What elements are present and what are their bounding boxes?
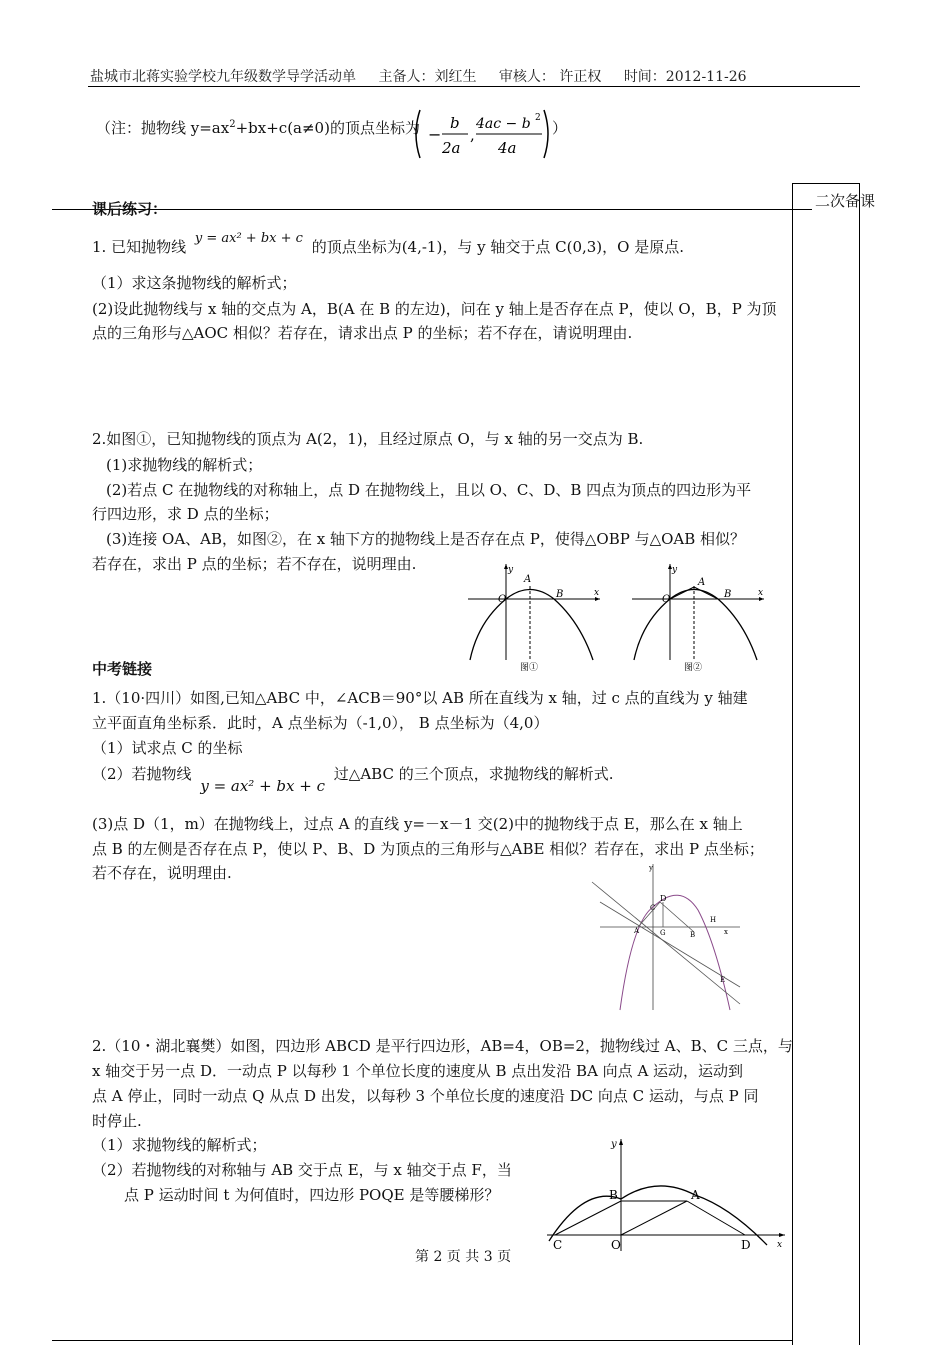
s2-q2-c: 点 A 停止，同时一动点 Q 从点 D 出发，以每秒 3 个单位长度的速度沿 DC 向点 C 运动，与点 P 同 <box>92 1087 759 1105</box>
svg-text:y: y <box>672 565 678 575</box>
page-footer: 第 2 页 共 3 页 <box>415 1249 512 1265</box>
s1-q1-p1: （1）求这条抛物线的解析式； <box>92 274 297 292</box>
page-header <box>90 66 765 86</box>
svg-text:C: C <box>553 1238 563 1252</box>
header-reviewer: 审核人： 许正权 <box>498 69 602 85</box>
s2-q1-formula: y = ax² + bx + c <box>200 777 325 795</box>
svg-text:B: B <box>690 931 696 939</box>
figure-4 <box>545 1135 790 1255</box>
s2-q2-p1: （1）求抛物线的解析式； <box>92 1136 267 1154</box>
section2-title: 中考链接 <box>92 660 153 678</box>
svg-text:y: y <box>508 565 514 575</box>
section1-title: 课后练习： <box>92 200 168 218</box>
frac2-den: 4a <box>498 139 517 157</box>
s1-q2-p2a: (2)若点 C 在抛物线的对称轴上，点 D 在抛物线上，且以 O、C、D、B 四点为顶点的四边形为平 <box>106 481 752 499</box>
svg-text:A: A <box>691 1188 700 1202</box>
svg-text:x: x <box>594 588 600 598</box>
svg-text:O: O <box>662 594 671 605</box>
s1-q2-line1: 2.如图①，已知抛物线的顶点为 A(2，1)，且经过原点 O，与 x 轴的另一交点为 B. <box>92 430 644 448</box>
svg-text:,: , <box>470 126 475 144</box>
s2-q2-a: 2.（10・湖北襄樊）如图，四边形 ABCD 是平行四边形，AB=4，OB=2，抛物线过 A、B、C 三点，与 <box>92 1037 793 1055</box>
s2-q1-p3b: 点 B 的左侧是否存在点 P，使以 P、B、D 为顶点的三角形与△ABE 相似？若存在，求出 P 点坐标； <box>92 840 764 858</box>
header-author: 主备人：刘红生 <box>378 69 477 85</box>
svg-text:y: y <box>649 864 653 872</box>
svg-text:2: 2 <box>535 113 541 123</box>
svg-text:C: C <box>650 904 656 912</box>
s2-q2-p2a: （2）若抛物线的对称轴与 AB 交于点 E，与 x 轴交于点 F，当 <box>92 1161 512 1179</box>
frac1-den: 2a <box>442 139 461 157</box>
svg-text:O: O <box>611 1238 621 1252</box>
s2-q1-b: 立平面直角坐标系．此时，A 点坐标为（-1,0）， B 点坐标为（4,0） <box>92 714 549 732</box>
s2-q2-p2b: 点 P 运动时间 t 为何值时，四边形 POQE 是等腰梯形？ <box>124 1186 500 1204</box>
s2-q1-a: 1.（10·四川）如图,已知△ABC 中，∠ACB＝90°以 AB 所在直线为 x 轴，过 c 点的直线为 y 轴建 <box>92 689 748 707</box>
vertex-note <box>96 117 420 138</box>
header-rule <box>88 86 860 87</box>
figure-3 <box>590 862 760 1012</box>
vertex-formula <box>410 106 555 162</box>
svg-text:A: A <box>524 574 532 585</box>
fig1-label: 图① <box>520 663 539 673</box>
s2-q2-b: x 轴交于另一点 D．一动点 P 以每秒 1 个单位长度的速度从 B 点出发沿 BA 向点 A 运动，运动到 <box>92 1062 744 1080</box>
note-mid: +bx+c(a≠0)的顶点坐标为 <box>235 119 420 137</box>
s1-q1-line1: 1. 已知抛物线 y = ax² + bx + c 的顶点坐标为(4,-1)，与 y 轴交于点 C(0,3)，O 是原点. <box>92 236 760 260</box>
frac2-num: 4ac − b <box>476 116 531 132</box>
s1-q1-p2b: 点的三角形与△AOC 相似？若存在，请求出点 P 的坐标；若不存在，请说明理由. <box>92 324 633 342</box>
s2-q1-p1: （1）试求点 C 的坐标 <box>92 739 243 757</box>
svg-text:H: H <box>710 916 717 924</box>
svg-text:y: y <box>611 1139 617 1150</box>
s2-q1-p3c: 若不存在，说明理由. <box>92 864 232 882</box>
header-date: 时间：2012-11-26 <box>623 69 747 85</box>
note-sup: 2 <box>229 119 236 130</box>
note-prefix: （注：抛物线 y=ax <box>96 119 230 137</box>
svg-text:x: x <box>724 928 728 936</box>
side-title: 二次备课 <box>815 192 876 210</box>
svg-text:D: D <box>660 894 667 903</box>
s1-q2-p2b: 行四边形，求 D 点的坐标； <box>92 505 279 523</box>
svg-text:B: B <box>556 589 564 600</box>
s2-q1-p2: （2）若抛物线 y = ax² + bx + c 过△ABC 的三个顶点，求抛物线的解析式. <box>92 765 614 795</box>
s1-q1-p2a: (2)设此抛物线与 x 轴的交点为 A，B(A 在 B 的左边)，问在 y 轴上是否存在点 P，使以 O，B，P 为顶 <box>92 300 777 318</box>
svg-text:−: − <box>428 125 442 144</box>
svg-text:A: A <box>634 927 640 935</box>
side-column <box>792 183 860 1345</box>
svg-text:B: B <box>724 589 732 600</box>
fig2-label: 图② <box>684 663 703 673</box>
svg-text:B: B <box>609 1188 618 1202</box>
svg-text:G: G <box>660 929 666 937</box>
s1-q1-formula: y = ax² + bx + c <box>194 231 303 246</box>
svg-text:E: E <box>720 976 726 984</box>
s1-q2-p3a: (3)连接 OA、AB，如图②，在 x 轴下方的抛物线上是否存在点 P，使得△OBP 与△OAB 相似？ <box>106 530 746 548</box>
svg-text:x: x <box>758 588 764 598</box>
s1-q2-p1: (1)求抛物线的解析式； <box>106 456 263 474</box>
bottom-rule <box>52 1340 792 1341</box>
s1-q2-p3b: 若存在，求出 P 点的坐标；若不存在，说明理由. <box>92 555 417 573</box>
frac1-num: b <box>450 114 460 132</box>
svg-text:x: x <box>777 1240 783 1250</box>
svg-text:A: A <box>698 577 706 588</box>
svg-text:O: O <box>498 594 507 605</box>
svg-text:D: D <box>741 1238 751 1252</box>
s2-q2-d: 时停止. <box>92 1112 142 1130</box>
s2-q1-p3a: (3)点 D（1，m）在抛物线上，过点 A 的直线 y=－x－1 交(2)中的抛物线于点 E，那么在 x 轴上 <box>92 815 743 833</box>
note-suffix: ） <box>552 119 568 137</box>
header-school: 盐城市北蒋实验学校九年级数学导学活动单 <box>90 69 356 85</box>
